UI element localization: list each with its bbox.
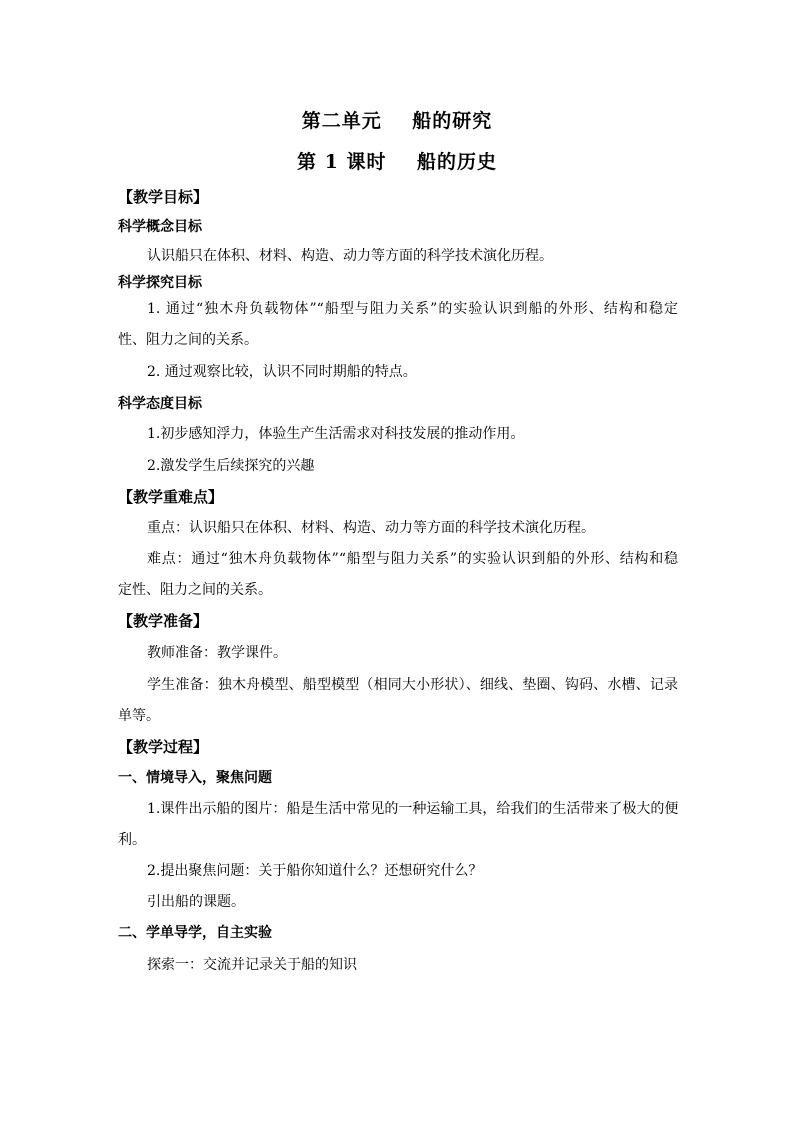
key-point-difficulty-line-2: 定性、阻力之间的关系。	[118, 582, 272, 598]
process-part-1-item-1-line-2: 利。	[118, 832, 146, 848]
inquiry-goal-item-1-line-1: 1. 通过“独木舟负载物体”“船型与阻力关系”的实验认识到船的外形、结构和稳定	[147, 301, 678, 317]
process-part-2-heading: 二、学单导学，自主实验	[118, 925, 272, 941]
inquiry-goal-item-1-line-2: 性、阻力之间的关系。	[118, 332, 258, 348]
attitude-goal-item-1: 1.初步感知浮力，体验生产生活需求对科技发展的推动作用。	[147, 426, 525, 442]
inquiry-goal-item-2: 2. 通过观察比较，认识不同时期船的特点。	[147, 364, 417, 380]
process-part-1-item-1-line-1: 1.课件出示船的图片：船是生活中常见的一种运输工具，给我们的生活带来了极大的便	[147, 801, 678, 817]
lesson-title: 第 1 课时 船的历史	[297, 151, 497, 173]
process-heading: 【教学过程】	[118, 738, 209, 756]
key-points-heading: 【教学重难点】	[118, 488, 224, 506]
preparation-heading: 【教学准备】	[118, 612, 209, 630]
key-point-difficulty-line-1: 难点：通过“独木舟负载物体”“船型与阻力关系”的实验认识到船的外形、结构和稳	[147, 551, 678, 567]
student-preparation-line-2: 单等。	[118, 708, 160, 724]
teacher-preparation: 教师准备：教学课件。	[147, 645, 287, 661]
objectives-heading: 【教学目标】	[118, 188, 209, 206]
process-part-1-item-3: 引出船的课题。	[147, 894, 245, 910]
concept-goal-text: 认识船只在体积、材料、构造、动力等方面的科学技术演化历程。	[147, 248, 553, 264]
attitude-goal-heading: 科学态度目标	[118, 396, 202, 412]
attitude-goal-item-2: 2.激发学生后续探究的兴趣	[147, 458, 315, 474]
unit-title: 第二单元 船的研究	[301, 110, 493, 132]
key-point-focus: 重点：认识船只在体积、材料、构造、动力等方面的科学技术演化历程。	[147, 520, 595, 536]
concept-goal-heading: 科学概念目标	[118, 219, 202, 235]
process-part-2-item-1: 探索一：交流并记录关于船的知识	[147, 957, 357, 973]
inquiry-goal-heading: 科学探究目标	[118, 275, 202, 291]
student-preparation-line-1: 学生准备：独木舟模型、船型模型（相同大小形状）、细线、垫圈、钩码、水槽、记录	[147, 677, 678, 693]
process-part-1-item-2: 2.提出聚焦问题：关于船你知道什么？还想研究什么？	[147, 863, 483, 879]
process-part-1-heading: 一、情境导入，聚焦问题	[118, 770, 272, 786]
